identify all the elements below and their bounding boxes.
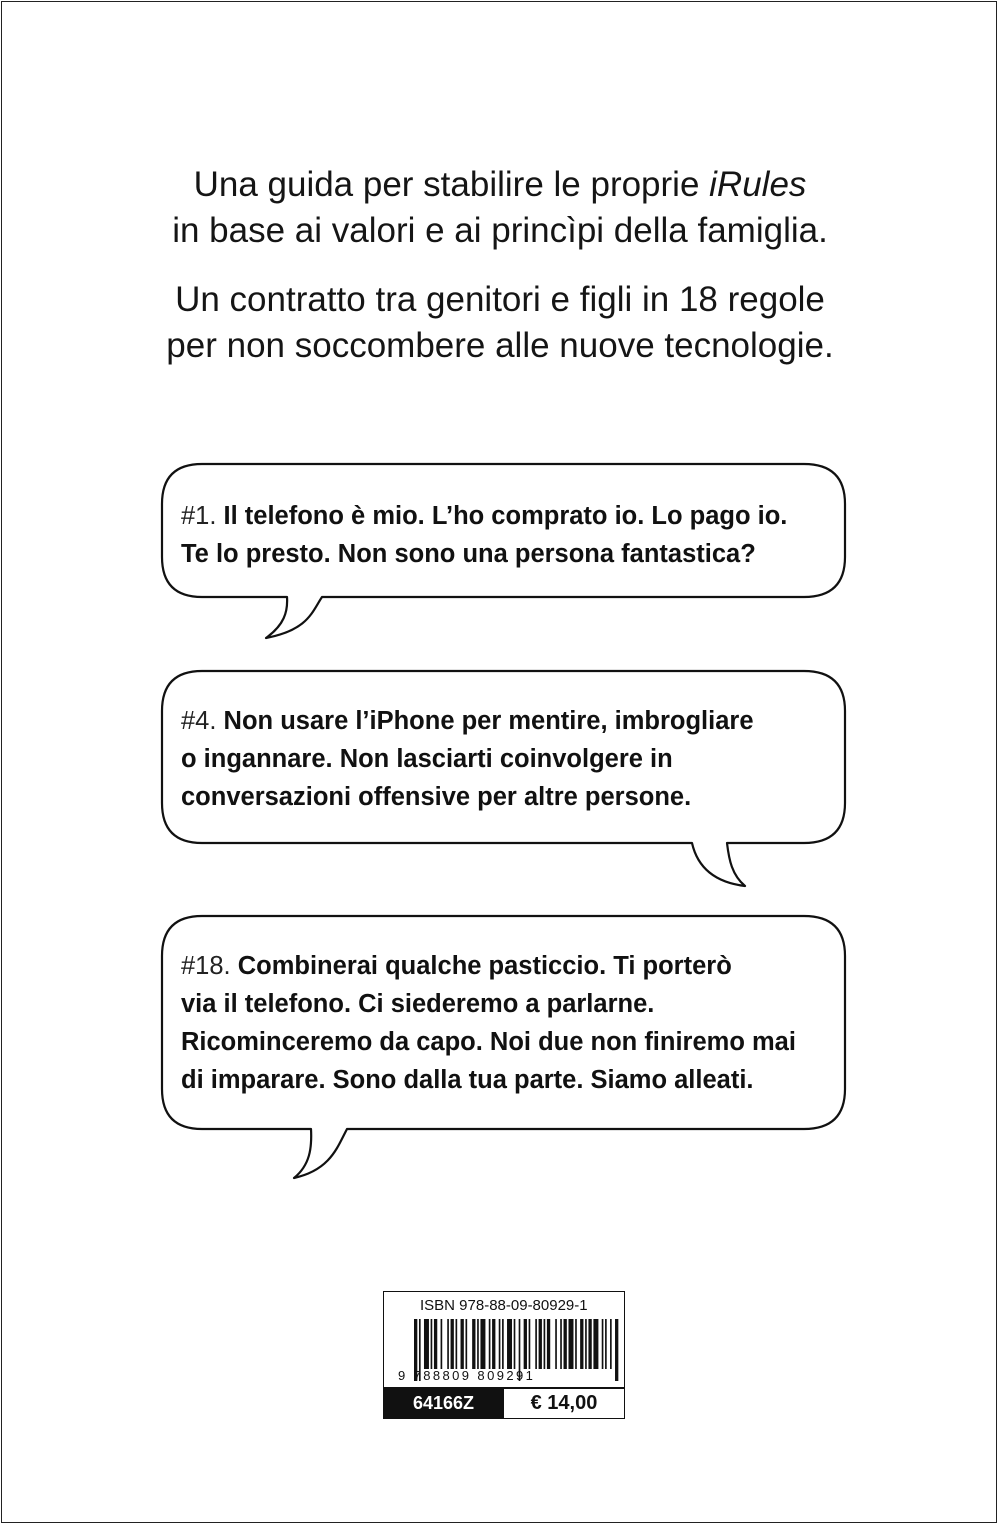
isbn-label: ISBN 978-88-09-80929-1 bbox=[420, 1297, 588, 1314]
barcode-bar bbox=[480, 1319, 485, 1369]
rule-18-line-3: Ricominceremo da capo. Noi due non finiremo mai bbox=[181, 1028, 796, 1056]
rule-18-line-4: di imparare. Sono dalla tua parte. Siamo alleati. bbox=[181, 1066, 754, 1094]
barcode-bar bbox=[602, 1319, 604, 1369]
rule-4-text bbox=[181, 702, 754, 816]
intro-line-4: per non soccombere alle nuove tecnologie. bbox=[166, 326, 834, 365]
rule-4-line-1: Non usare l’iPhone per mentire, imbrogliare bbox=[223, 707, 754, 735]
barcode-bar bbox=[441, 1319, 443, 1369]
barcode-bar bbox=[499, 1319, 501, 1369]
barcode-bar bbox=[524, 1319, 527, 1369]
barcode-digits: 9 788809 809291 bbox=[398, 1368, 536, 1383]
barcode-bar bbox=[492, 1319, 495, 1369]
price: € 14,00 bbox=[503, 1388, 624, 1418]
rule-1-line-1: Il telefono è mio. L’ho comprato io. Lo pago io. bbox=[223, 502, 788, 530]
barcode-bar bbox=[569, 1319, 574, 1369]
barcode-bar bbox=[544, 1319, 546, 1369]
barcode-bar bbox=[539, 1319, 542, 1369]
barcode-bar bbox=[588, 1319, 591, 1369]
barcode-bar bbox=[502, 1319, 504, 1369]
barcode-bar bbox=[564, 1319, 567, 1369]
barcode-bar bbox=[514, 1319, 516, 1369]
rule-18-text bbox=[181, 947, 796, 1099]
barcode-bar bbox=[489, 1319, 491, 1369]
barcode-bar bbox=[547, 1319, 550, 1369]
barcode-bar bbox=[535, 1319, 537, 1369]
barcode-bar bbox=[560, 1319, 562, 1369]
barcode-bar bbox=[451, 1319, 454, 1369]
barcode-bar bbox=[472, 1319, 475, 1369]
barcode-bar bbox=[461, 1319, 464, 1369]
barcode-bar bbox=[477, 1319, 479, 1369]
barcode-bar bbox=[575, 1319, 577, 1369]
barcode-bar bbox=[593, 1319, 598, 1369]
product-code: 64166Z bbox=[384, 1388, 503, 1418]
rule-1-text bbox=[181, 497, 787, 573]
barcode-bar bbox=[447, 1319, 449, 1369]
rule-4-number: #4. bbox=[181, 707, 217, 735]
rule-4-line-2: o ingannare. Non lasciarti coinvolgere in bbox=[181, 745, 673, 773]
rule-18-line-1: Combinerai qualche pasticcio. Ti porterò bbox=[237, 952, 732, 980]
barcode-bar bbox=[424, 1319, 429, 1369]
barcode-bar bbox=[610, 1319, 612, 1369]
barcode-bar bbox=[615, 1319, 618, 1381]
barcode-bar bbox=[507, 1319, 512, 1369]
rule-18-line-2: via il telefono. Ci siederemo a parlarne. bbox=[181, 990, 655, 1018]
intro-line-2: in base ai valori e ai princìpi della famiglia. bbox=[172, 211, 828, 250]
barcode-box bbox=[383, 1291, 625, 1419]
barcode-bar bbox=[431, 1319, 433, 1369]
rule-18-number: #18. bbox=[181, 952, 231, 980]
rule-1-number: #1. bbox=[181, 502, 217, 530]
rule-4-line-3: conversazioni offensive per altre persone. bbox=[181, 783, 692, 811]
intro-line-3: Un contratto tra genitori e figli in 18 regole bbox=[175, 280, 825, 319]
barcode-bar bbox=[580, 1319, 583, 1369]
barcode-bar bbox=[605, 1319, 607, 1369]
rule-1-line-2: Te lo presto. Non sono una persona fantastica? bbox=[181, 540, 756, 568]
barcode-bar bbox=[529, 1319, 531, 1369]
barcode-bar bbox=[585, 1319, 587, 1369]
intro-line-1: Una guida per stabilire le proprie iRules bbox=[193, 165, 807, 204]
barcode-bar bbox=[555, 1319, 557, 1369]
barcode-bar bbox=[466, 1319, 468, 1369]
barcode-bar bbox=[456, 1319, 458, 1369]
barcode-bar bbox=[434, 1319, 437, 1369]
